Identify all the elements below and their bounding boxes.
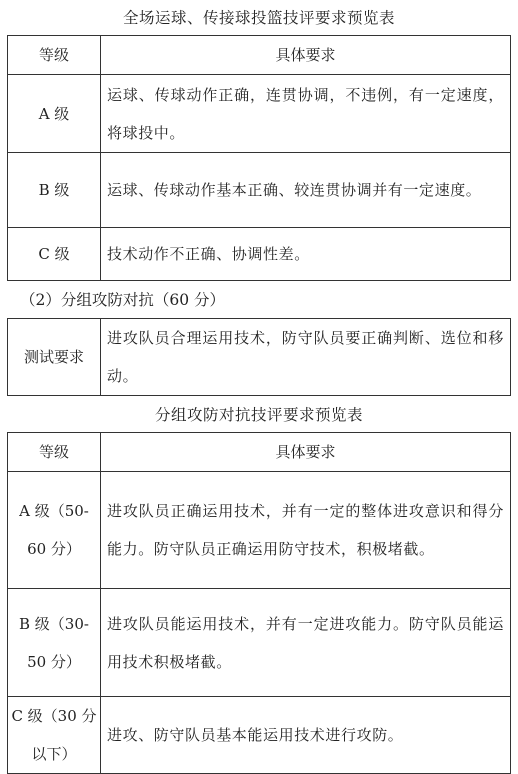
table-row — [8, 153, 511, 228]
table2-desc-a: 进攻队员正确运用技术，并有一定的整体进攻意识和得分能力。防守队员正确运用防守技术，积极堵截。 — [101, 472, 511, 589]
table2-desc-b: 进攻队员能运用技术，并有一定进攻能力。防守队员能运用技术积极堵截。 — [101, 589, 511, 697]
table1-desc-a: 运球、传球动作正确，连贯协调，不违例，有一定速度，将球投中。 — [101, 75, 511, 153]
table1-header-row — [8, 36, 511, 75]
table1-header-desc: 具体要求 — [101, 36, 511, 75]
table1-level-c: C 级 — [8, 228, 101, 281]
table2-header-level: 等级 — [8, 433, 101, 472]
table-row — [8, 228, 511, 281]
test-requirement-label: 测试要求 — [8, 319, 101, 396]
test-requirement-desc: 进攻队员合理运用技术，防守队员要正确判断、选位和移动。 — [101, 319, 511, 396]
table1-desc-c: 技术动作不正确、协调性差。 — [101, 228, 511, 281]
test-requirement-table — [7, 318, 511, 396]
table2-desc-c: 进攻、防守队员基本能运用技术进行攻防。 — [101, 697, 511, 774]
table-row — [8, 472, 511, 589]
table2-header-row — [8, 433, 511, 472]
table2-level-a: A 级（50-60 分） — [8, 472, 101, 589]
table1-level-a: A 级 — [8, 75, 101, 153]
table2 — [7, 432, 511, 774]
table1 — [7, 35, 511, 281]
table2-level-c: C 级（30 分以下） — [8, 697, 101, 774]
table-row — [8, 697, 511, 774]
table-row — [8, 75, 511, 153]
table2-title: 分组攻防对抗技评要求预览表 — [154, 406, 363, 424]
table1-desc-b: 运球、传球动作基本正确、较连贯协调并有一定速度。 — [101, 153, 511, 228]
table-row — [8, 319, 511, 396]
table-row — [8, 589, 511, 697]
table2-level-b: B 级（30-50 分） — [8, 589, 101, 697]
section2-heading: （2）分组攻防对抗（60 分） — [20, 291, 226, 309]
table1-level-b: B 级 — [8, 153, 101, 228]
table1-header-level: 等级 — [8, 36, 101, 75]
table2-header-desc: 具体要求 — [101, 433, 511, 472]
table1-title: 全场运球、传接球投篮技评要求预览表 — [122, 9, 395, 27]
